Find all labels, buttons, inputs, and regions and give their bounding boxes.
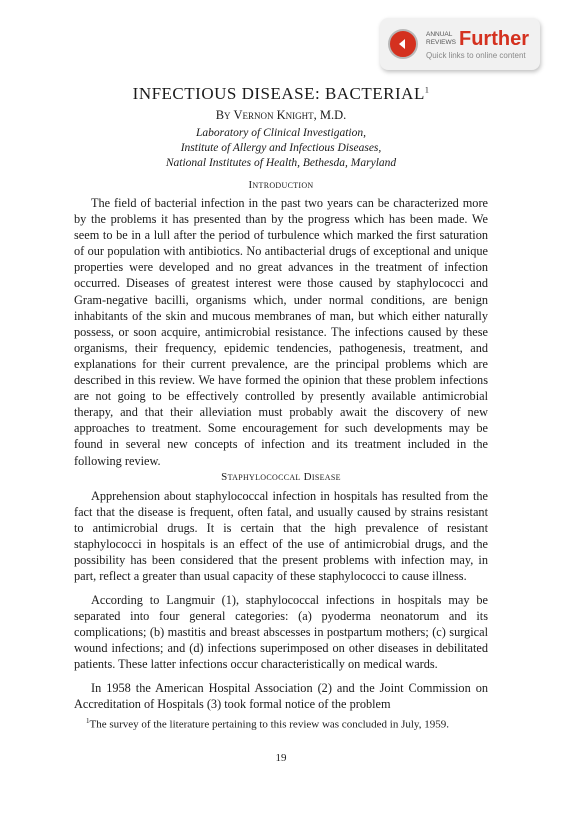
badge-further: Further	[458, 27, 529, 50]
page-number: 19	[275, 752, 287, 764]
staph-paragraph-1: Apprehension about staphylococcal infection in hospitals has resulted from the fact that the disease is frequent, often fatal, and usually caused by strains resistant to antimicrobial drugs. It is certain that the high prevalence of resistant staphylococci in hospitals is an effect of the use of antimicrobial drugs, and the possibility has been considered that the present problems with infection may, in part, reflect a greater than usual capacity of these staphylococci to cause illness.	[74, 489, 488, 584]
introduction-paragraph: The field of bacterial infection in the past two years can be characterized more by the problems it has presented than by the progress which has been made. We seem to be in a lull after the period of turbulence which marked the first saturation of our population with antibiotics. No antibacterial drugs of exceptional and unique properties were developed and no great advances in the treatment of infection occurred. Diseases of greatest interest were those caused by staphylococci and Gram-negative bacilli, organisms which, under normal conditions, are benign inhabitants of the skin and mucous membranes of man, but which either naturally possess, or soon acquire, antimicrobial resistance. The infections caused by these organisms, their frequency, epidemic tendencies, pathogenesis, treatment, and explanations for their current prevalence, are the principal problems which are described in this review. We have formed the opinion that these problem infections are not going to be effectively controlled by presently available antimicrobial therapy, and that their alleviation must probably await the discovery of new approaches to treatment. Some encouragement for such developments may be found in several new concepts of infection and its treatment included in the following review.	[74, 196, 488, 468]
badge-text	[426, 29, 529, 60]
badge-subtitle: Quick links to online content	[426, 50, 526, 60]
footnote-text: The survey of the literature pertaining to this review was concluded in July, 1959.	[89, 718, 449, 731]
footnote-mark: 1	[86, 717, 90, 725]
introduction-heading: Introduction	[248, 179, 314, 191]
further-badge[interactable]	[380, 18, 540, 70]
badge-reviews: REVIEWS	[426, 38, 456, 46]
staph-paragraph-3: In 1958 the American Hospital Association (2) and the Joint Commission on Accreditation of Hospitals (3) took formal notice of the problem	[74, 681, 488, 712]
affiliation-line-3: National Institutes of Health, Bethesda, Maryland	[165, 157, 397, 169]
badge-annual: ANNUAL	[426, 31, 453, 38]
play-icon	[388, 29, 418, 59]
affiliation-line-2: Institute of Allergy and Infectious Diseases,	[180, 142, 382, 154]
staph-paragraph-2: According to Langmuir (1), staphylococcal infections in hospitals may be separated into four general categories: (a) pyoderma neonatorum and its complications; (b) mastitis and breast abscesses in postpartum mothers; (c) surgical wound infections; and (d) infections superimposed on other diseases in debilitated patients. These latter infections occur characteristically on medical wards.	[74, 593, 488, 672]
title-footnote-mark[interactable]: 1	[424, 85, 430, 95]
footnote	[74, 714, 488, 732]
author-byline: By Vernon Knight, M.D.	[215, 108, 347, 122]
staphylococcal-heading: Staphylococcal Disease	[221, 471, 341, 483]
article-title-text: INFECTIOUS DISEASE: BACTERIAL	[132, 84, 425, 103]
article-title	[0, 84, 562, 104]
affiliation-line-1: Laboratory of Clinical Investigation,	[196, 127, 366, 139]
